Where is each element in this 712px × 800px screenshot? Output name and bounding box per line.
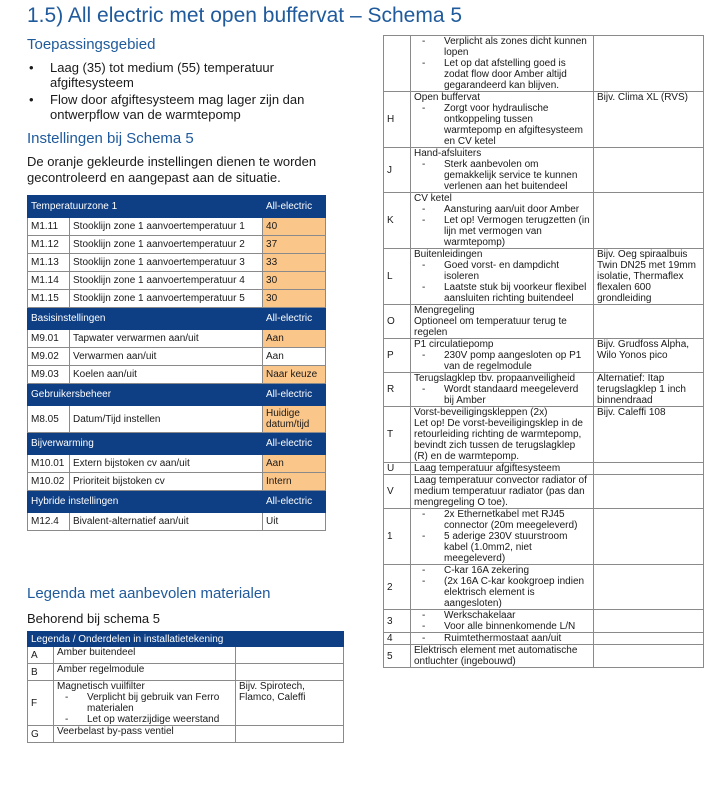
settings-row [28, 330, 326, 348]
legend-title: Veerbelast by-pass ventiel [57, 726, 174, 737]
legend-title: Open buffervat [414, 92, 480, 103]
setting-value: Aan [263, 455, 326, 473]
setting-value: 33 [263, 254, 326, 272]
instellingen-intro: De oranje gekleurde instellingen dienen te worden gecontroleerd en aangepast aan de situatie. [27, 154, 317, 185]
legend-row [384, 610, 704, 633]
legend-title: Amber buitendeel [57, 647, 136, 658]
group-title: Temperatuurzone 1 [28, 196, 263, 218]
settings-group-header [28, 384, 326, 406]
setting-value: 40 [263, 218, 326, 236]
legend-row [384, 249, 704, 305]
legend-item: - Werkschakelaar [422, 610, 590, 621]
legenda-subheading: Behorend bij schema 5 [27, 611, 160, 626]
legend-item: - Verplicht als zones dicht kunnen lopen [422, 36, 590, 58]
settings-row [28, 254, 326, 272]
legend-code: V [384, 475, 411, 509]
legend-code: P [384, 339, 411, 373]
setting-value: 30 [263, 272, 326, 290]
legend-note: Alternatief: Itap terugslagklep 1 inch binnendraad [594, 373, 704, 407]
setting-code: M1.14 [28, 272, 70, 290]
legend-code: A [28, 647, 54, 664]
setting-label: Extern bijstoken cv aan/uit [70, 455, 263, 473]
legend-items [414, 384, 590, 406]
legend-description [411, 148, 594, 193]
legend-code: 5 [384, 645, 411, 668]
legend-title: Laag temperatuur afgiftesysteem [414, 463, 561, 474]
legend-title: Amber regelmodule [57, 664, 145, 675]
toepassing-heading: Toepassingsgebied [27, 36, 156, 53]
setting-label: Koelen aan/uit [70, 366, 263, 384]
settings-row [28, 236, 326, 254]
legend-item: - Verplicht bij gebruik van Ferro materialen [65, 692, 232, 714]
legend-items [414, 103, 590, 147]
legend-description [54, 681, 236, 726]
legend-item: - (2x 16A C-kar kookgroep indien elektrisch element is aangesloten) [422, 576, 590, 609]
legend-line: Let op! De vorst-beveiligingsklep in de retourleiding richting de warmtepomp, bevindt zich tussen de terugslagklep (R) en de warmtepomp. [414, 418, 583, 462]
legend-item: - Laatste stuk bij voorkeur flexibel aansluiten richting buitendeel [422, 282, 590, 304]
group-column-label: All-electric [263, 196, 326, 218]
legend-code: J [384, 148, 411, 193]
legend-items [414, 565, 590, 609]
setting-code: M9.03 [28, 366, 70, 384]
legend-item: - Zorgt voor hydraulische ontkoppeling tussen warmtepomp en afgiftesysteem en CV ketel [422, 103, 590, 147]
setting-code: M1.11 [28, 218, 70, 236]
legend-row [384, 475, 704, 509]
setting-code: M9.02 [28, 348, 70, 366]
legend-code: O [384, 305, 411, 339]
legend-item: - Wordt standaard meegeleverd bij Amber [422, 384, 590, 406]
legend-description [411, 193, 594, 249]
legend-row [28, 647, 344, 664]
setting-value: Aan [263, 348, 326, 366]
settings-row [28, 290, 326, 308]
legend-description [54, 664, 236, 681]
legend-row [384, 339, 704, 373]
legend-item: - Let op dat afstelling goed is zodat flow door Amber altijd gegarandeerd kan blijven. [422, 58, 590, 91]
instellingen-heading: Instellingen bij Schema 5 [27, 130, 194, 147]
legend-note: Bijv. Oeg spiraalbuis Twin DN25 met 19mm isolatie, Thermaflex flexalen 600 grondleiding [594, 249, 704, 305]
setting-label: Stooklijn zone 1 aanvoertemperatuur 1 [70, 218, 263, 236]
settings-group-header [28, 308, 326, 330]
legend-description [411, 463, 594, 475]
setting-label: Verwarmen aan/uit [70, 348, 263, 366]
page-title: 1.5) All electric met open buffervat – Schema 5 [27, 4, 463, 27]
legend-note [594, 475, 704, 509]
legend-title: Hand-afsluiters [414, 148, 482, 159]
legend-code: G [28, 726, 54, 743]
legend-code: 1 [384, 509, 411, 565]
legend-description [411, 633, 594, 645]
legend-row [28, 726, 344, 743]
legend-item: - Let op! Vermogen terugzetten (in lijn met vermogen van warmtepomp) [422, 215, 590, 248]
legend-description [411, 475, 594, 509]
group-column-label: All-electric [263, 308, 326, 330]
setting-code: M12.4 [28, 513, 70, 531]
legend-description [54, 726, 236, 743]
legend-row [384, 633, 704, 645]
legend-title: Vorst-beveiligingskleppen (2x) [414, 407, 548, 418]
legend-header-row [28, 632, 344, 647]
legend-note [594, 565, 704, 610]
legend-note [236, 664, 344, 681]
legend-items [414, 159, 590, 192]
bullet-item: • Laag (35) tot medium (55) temperatuur afgiftesysteem [27, 60, 347, 90]
legend-note [594, 633, 704, 645]
setting-value: 37 [263, 236, 326, 254]
legend-row [384, 645, 704, 668]
legend-row [384, 36, 704, 92]
setting-code: M10.02 [28, 473, 70, 491]
settings-row [28, 473, 326, 491]
legend-code: L [384, 249, 411, 305]
legend-description [411, 645, 594, 668]
settings-row [28, 455, 326, 473]
legend-description [54, 647, 236, 664]
settings-row [28, 218, 326, 236]
setting-code: M10.01 [28, 455, 70, 473]
legend-description [411, 373, 594, 407]
legend-note: Bijv. Grudfoss Alpha, Wilo Yonos pico [594, 339, 704, 373]
legend-items [414, 610, 590, 632]
legend-title: P1 circulatiepomp [414, 339, 494, 350]
bullet-item: • Flow door afgiftesysteem mag lager zijn dan ontwerpflow van de warmtepomp [27, 92, 347, 122]
setting-value: Intern [263, 473, 326, 491]
toepassing-list [27, 60, 347, 124]
legend-item: - Ruimtethermostaat aan/uit [422, 633, 590, 644]
setting-value: Huidige datum/tijd [263, 406, 326, 433]
legend-description [411, 305, 594, 339]
legend-item: - Voor alle binnenkomende L/N [422, 621, 590, 632]
settings-row [28, 348, 326, 366]
legend-item: - Sterk aanbevolen om gemakkelijk service te kunnen verlenen aan het buitendeel [422, 159, 590, 192]
legend-title: Buitenleidingen [414, 249, 483, 260]
setting-code: M9.01 [28, 330, 70, 348]
legend-item: - Goed vorst- en dampdicht isoleren [422, 260, 590, 282]
legend-code: 3 [384, 610, 411, 633]
legend-title: Elektrisch element met automatische ontluchter (ingebouwd) [414, 645, 578, 667]
group-column-label: All-electric [263, 491, 326, 513]
legend-code: R [384, 373, 411, 407]
legend-row [28, 664, 344, 681]
legend-line: Optioneel om temperatuur terug te regelen [414, 316, 567, 338]
legend-description [411, 565, 594, 610]
legend-note [594, 645, 704, 668]
legend-row [384, 565, 704, 610]
legend-row [384, 407, 704, 463]
legend-code: U [384, 463, 411, 475]
legend-row [384, 463, 704, 475]
legend-description [411, 610, 594, 633]
setting-label: Stooklijn zone 1 aanvoertemperatuur 2 [70, 236, 263, 254]
legend-items [414, 509, 590, 564]
legend-row [384, 148, 704, 193]
setting-code: M1.12 [28, 236, 70, 254]
settings-row [28, 366, 326, 384]
legend-code: K [384, 193, 411, 249]
legend-title: Laag temperatuur convector radiator of medium temperatuur radiator (pas dan mengregeling O toe). [414, 475, 587, 508]
legend-table-left [27, 631, 344, 743]
legend-item: - 5 aderige 230V stuurstroom kabel (1.0mm2, niet meegeleverd) [422, 531, 590, 564]
group-title: Basisinstellingen [28, 308, 263, 330]
legend-items [414, 260, 590, 304]
legend-note [594, 305, 704, 339]
legend-note [594, 509, 704, 565]
legend-item: - Let op waterzijdige weerstand [65, 714, 232, 725]
setting-label: Prioriteit bijstoken cv [70, 473, 263, 491]
group-title: Gebruikersbeheer [28, 384, 263, 406]
legend-note [236, 726, 344, 743]
legend-header: Legenda / Onderdelen in installatietekening [28, 632, 344, 647]
legend-note [594, 193, 704, 249]
legend-code: 4 [384, 633, 411, 645]
legend-description [411, 249, 594, 305]
legend-code: 2 [384, 565, 411, 610]
settings-row [28, 513, 326, 531]
legend-note: Bijv. Clima XL (RVS) [594, 92, 704, 148]
legend-item: - C-kar 16A zekering [422, 565, 590, 576]
setting-value: Naar keuze [263, 366, 326, 384]
legend-item: - 230V pomp aangesloten op P1 van de regelmodule [422, 350, 590, 372]
legend-row [384, 509, 704, 565]
legend-description [411, 339, 594, 373]
settings-table [27, 195, 326, 531]
setting-code: M1.15 [28, 290, 70, 308]
legend-title: Terugslagklep tbv. propaanveiligheid [414, 373, 576, 384]
legend-code: T [384, 407, 411, 463]
legenda-heading: Legenda met aanbevolen materialen [27, 585, 271, 602]
group-title: Hybride instellingen [28, 491, 263, 513]
settings-group-header [28, 196, 326, 218]
legend-row [384, 193, 704, 249]
legend-note [236, 647, 344, 664]
legend-title: Magnetisch vuilfilter [57, 681, 145, 692]
legend-item: - 2x Ethernetkabel met RJ45 connector (20m meegeleverd) [422, 509, 590, 531]
setting-label: Tapwater verwarmen aan/uit [70, 330, 263, 348]
legend-items [414, 350, 590, 372]
setting-code: M8.05 [28, 406, 70, 433]
legend-title: CV ketel [414, 193, 452, 204]
legend-items [414, 204, 590, 248]
group-title: Bijverwarming [28, 433, 263, 455]
legend-code: F [28, 681, 54, 726]
setting-label: Datum/Tijd instellen [70, 406, 263, 433]
setting-label: Stooklijn zone 1 aanvoertemperatuur 4 [70, 272, 263, 290]
legend-description [411, 509, 594, 565]
legend-note [594, 36, 704, 92]
legend-description [411, 36, 594, 92]
legend-table-right [383, 35, 704, 668]
legend-note [594, 463, 704, 475]
legend-code: H [384, 92, 411, 148]
setting-code: M1.13 [28, 254, 70, 272]
settings-group-header [28, 491, 326, 513]
group-column-label: All-electric [263, 384, 326, 406]
group-column-label: All-electric [263, 433, 326, 455]
legend-note [594, 610, 704, 633]
legend-code: B [28, 664, 54, 681]
legend-item: - Aansturing aan/uit door Amber [422, 204, 590, 215]
legend-row [384, 373, 704, 407]
legend-row [28, 681, 344, 726]
settings-row [28, 406, 326, 433]
legend-items [57, 692, 232, 725]
setting-label: Bivalent-alternatief aan/uit [70, 513, 263, 531]
setting-value: 30 [263, 290, 326, 308]
legend-note: Bijv. Caleffi 108 [594, 407, 704, 463]
settings-group-header [28, 433, 326, 455]
legend-items [414, 36, 590, 91]
legend-note [594, 148, 704, 193]
legend-row [384, 92, 704, 148]
legend-title: Mengregeling [414, 305, 475, 316]
settings-row [28, 272, 326, 290]
legend-items [414, 633, 590, 644]
legend-description [411, 92, 594, 148]
setting-label: Stooklijn zone 1 aanvoertemperatuur 5 [70, 290, 263, 308]
legend-row [384, 305, 704, 339]
setting-value: Uit [263, 513, 326, 531]
legend-code [384, 36, 411, 92]
setting-label: Stooklijn zone 1 aanvoertemperatuur 3 [70, 254, 263, 272]
legend-note: Bijv. Spirotech, Flamco, Caleffi [236, 681, 344, 726]
setting-value: Aan [263, 330, 326, 348]
legend-description [411, 407, 594, 463]
